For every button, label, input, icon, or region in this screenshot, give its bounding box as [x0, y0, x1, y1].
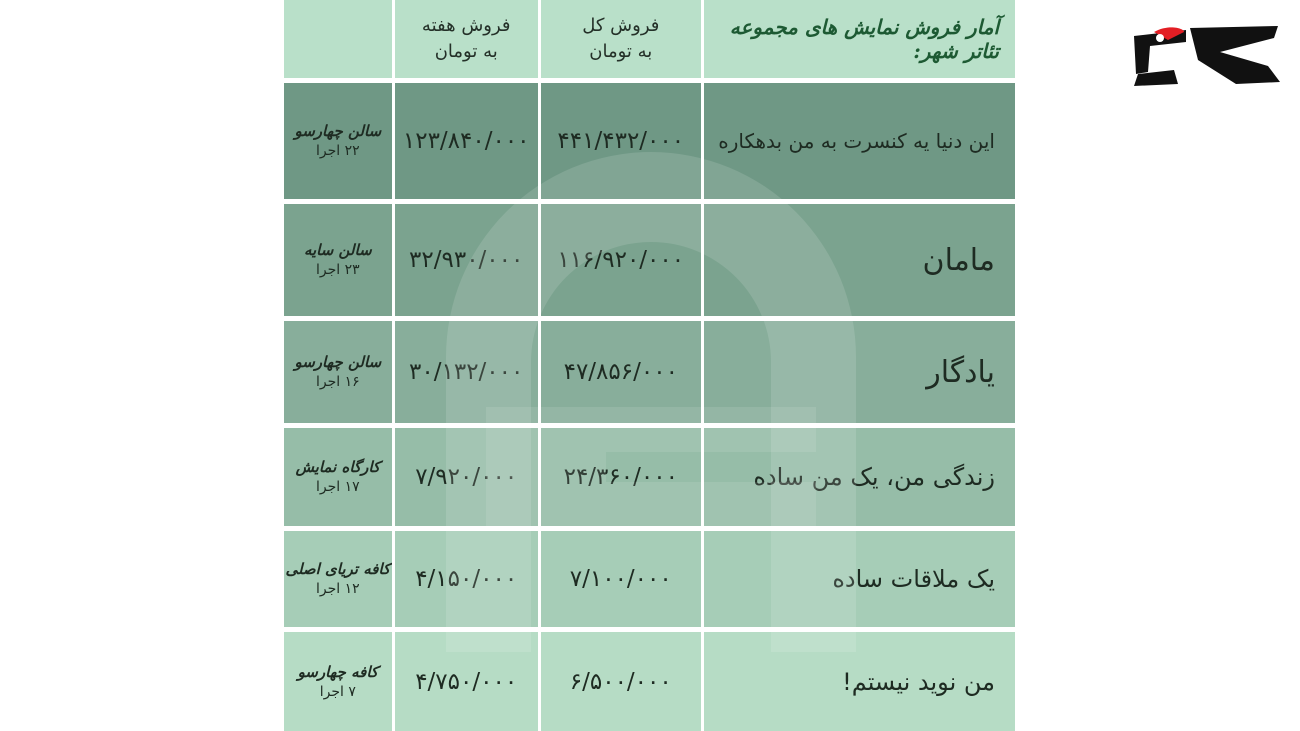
show-title	[704, 83, 1015, 199]
total-sales-value: ۱۱۶/۹۲۰/۰۰۰	[557, 247, 685, 273]
performance-count: ۲۲ اجرا	[315, 143, 360, 159]
total-sales	[541, 632, 701, 731]
table-row	[284, 632, 1015, 731]
show-title	[704, 321, 1015, 423]
show-title	[704, 531, 1015, 627]
header-week-sales	[395, 0, 538, 78]
table-row	[284, 204, 1015, 316]
show-title-text: این دنیا یه کنسرت به من بدهکاره	[718, 129, 995, 153]
week-sales-value: ۳۲/۹۳۰/۰۰۰	[409, 247, 524, 273]
week-sales	[395, 83, 538, 199]
hall-name: کافه چهارسو	[297, 662, 379, 681]
total-sales	[541, 428, 701, 526]
week-sales	[395, 321, 538, 423]
total-sales-value: ۲۴/۳۶۰/۰۰۰	[563, 464, 678, 490]
table-header	[284, 0, 1015, 78]
show-title-text: مامان	[922, 242, 995, 278]
week-sales-value: ۴/۷۵۰/۰۰۰	[415, 668, 518, 695]
total-sales	[541, 321, 701, 423]
show-title	[704, 204, 1015, 316]
performance-count: ۲۳ اجرا	[315, 262, 360, 278]
table-row	[284, 83, 1015, 199]
hall-name: سالن سایه	[303, 241, 372, 259]
hall-name: سالن چهارسو	[294, 122, 382, 140]
performance-count: ۱۲ اجرا	[315, 581, 360, 597]
hall-info	[284, 321, 392, 423]
header-total-line2: به تومان	[589, 41, 653, 62]
table-row	[284, 321, 1015, 423]
table-title	[704, 0, 1015, 78]
table-row	[284, 531, 1015, 627]
show-title-text: زندگی من، یک من ساده	[753, 463, 995, 491]
header-hall	[284, 0, 392, 78]
hall-name: سالن چهارسو	[294, 353, 382, 371]
header-total-line1: فروش کل	[582, 15, 660, 36]
hall-info	[284, 83, 392, 199]
hall-name: کارگاه نمایش	[295, 458, 381, 476]
show-title	[704, 428, 1015, 526]
table-row	[284, 428, 1015, 526]
rokna-logo-icon	[1128, 22, 1284, 88]
week-sales-value: ۷/۹۲۰/۰۰۰	[415, 464, 518, 490]
performance-count: ۷ اجرا	[319, 683, 356, 700]
week-sales	[395, 632, 538, 731]
hall-name: کافه تریای اصلی	[285, 560, 391, 578]
header-total-sales	[541, 0, 701, 78]
week-sales	[395, 531, 538, 627]
performance-count: ۱۶ اجرا	[315, 374, 360, 390]
week-sales-value: ۴/۱۵۰/۰۰۰	[415, 566, 518, 592]
total-sales	[541, 204, 701, 316]
hall-info	[284, 204, 392, 316]
show-title-text: من نوید نیستم!	[842, 667, 995, 696]
total-sales-value: ۴۷/۸۵۶/۰۰۰	[563, 359, 678, 385]
total-sales-value: ۶/۵۰۰/۰۰۰	[569, 668, 672, 695]
show-title-text: یک ملاقات ساده	[832, 565, 995, 593]
week-sales-value: ۱۲۳/۸۴۰/۰۰۰	[402, 128, 530, 154]
hall-info	[284, 632, 392, 731]
week-sales-value: ۳۰/۱۳۲/۰۰۰	[409, 359, 524, 385]
show-title	[704, 632, 1015, 731]
total-sales	[541, 83, 701, 199]
week-sales	[395, 428, 538, 526]
total-sales-value: ۴۴۱/۴۳۲/۰۰۰	[557, 128, 685, 154]
performance-count: ۱۷ اجرا	[315, 479, 360, 495]
total-sales	[541, 531, 701, 627]
sales-table	[284, 0, 1015, 731]
show-title-text: یادگار	[926, 354, 995, 390]
week-sales	[395, 204, 538, 316]
hall-info	[284, 531, 392, 627]
total-sales-value: ۷/۱۰۰/۰۰۰	[569, 566, 672, 592]
header-week-line2: به تومان	[434, 41, 498, 62]
hall-info	[284, 428, 392, 526]
header-week-line1: فروش هفته	[421, 15, 511, 36]
table-title-text: آمار فروش نمایش های مجموعه تئاتر شهر:	[729, 15, 999, 63]
